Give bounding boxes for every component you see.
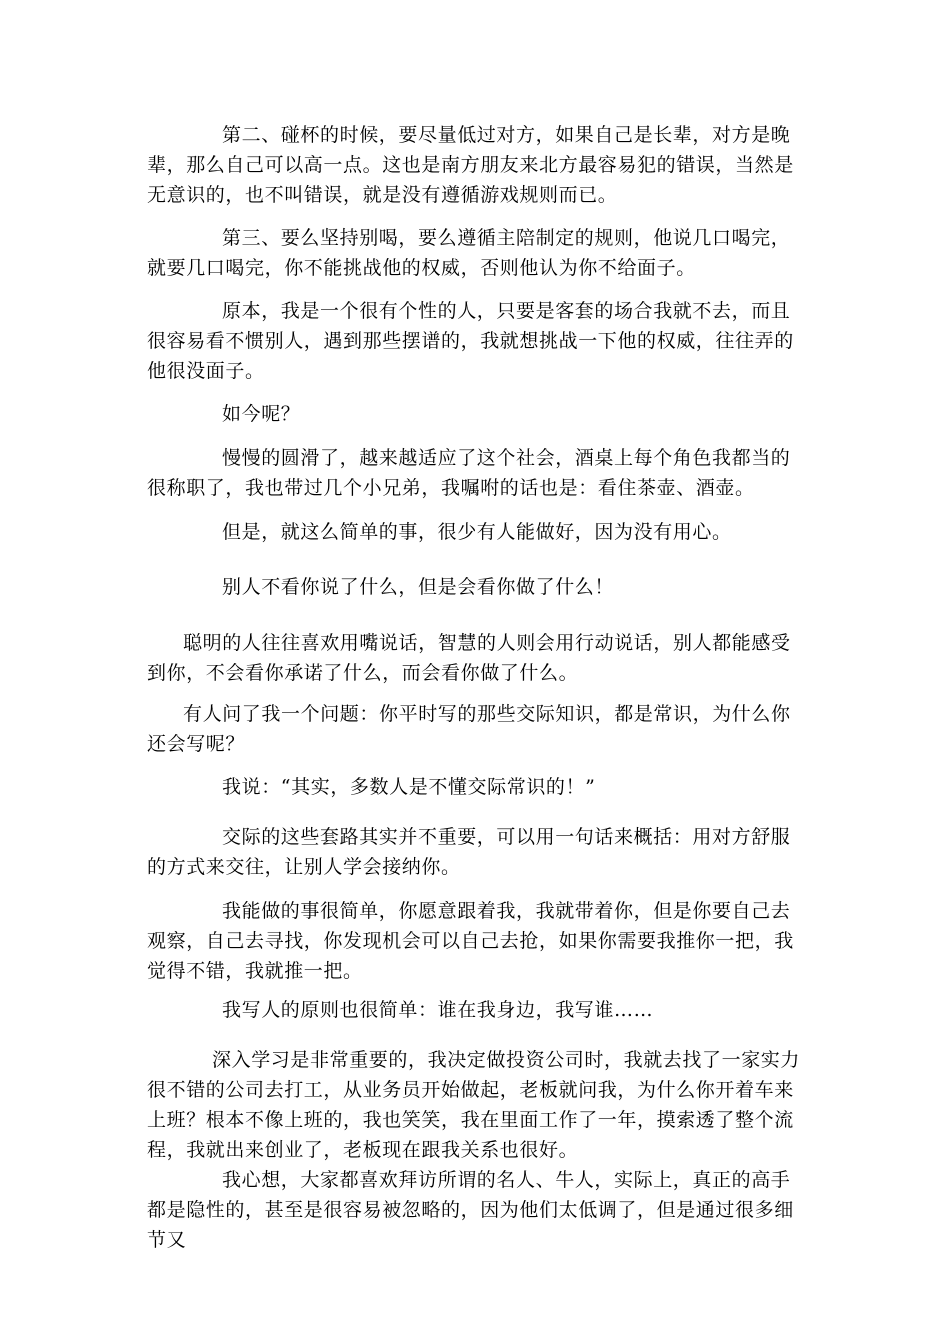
- paragraph-writing-principle: 我写人的原则也很简单：谁在我身边，我写谁……: [222, 999, 654, 1021]
- paragraph-social-routines: 交际的这些套路其实并不重要，可以用一句话来概括：用对方舒服的方式来交往，让别人学会接纳你。: [147, 826, 791, 878]
- paragraph-toast-rule-2: 第二、碰杯的时候，要尽量低过对方，如果自己是长辈，对方是晚辈，那么自己可以高一点。这也是南方朋友来北方最容易犯的错误，当然是无意识的，也不叫错误，就是没有遵循游戏规则而已。: [147, 124, 794, 206]
- paragraph-smart-people: 聪明的人往往喜欢用嘴说话，智慧的人则会用行动说话，别人都能感受到你，不会看你承诺了什么，而会看你做了什么。: [147, 632, 791, 684]
- paragraph-adapted: 慢慢的圆滑了，越来越适应了这个社会，酒桌上每个角色我都当的很称职了，我也带过几个小兄弟，我嘱咐的话也是：看住茶壶、酒壶。: [147, 447, 791, 499]
- paragraph-i-said: 我说：“其实，多数人是不懂交际常识的！”: [222, 776, 596, 798]
- paragraph-what-you-do: 别人不看你说了什么，但是会看你做了什么！: [222, 576, 615, 598]
- paragraph-hidden-masters: 我心想，大家都喜欢拜访所谓的名人、牛人，实际上，真正的高手都是隐性的，甚至是很容易被忽略的，因为他们太低调了，但是通过很多细节又: [147, 1169, 794, 1251]
- paragraph-simple-things: 但是，就这么简单的事，很少有人能做好，因为没有用心。: [222, 521, 732, 543]
- paragraph-deep-learning: 深入学习是非常重要的，我决定做投资公司时，我就去找了一家实力很不错的公司去打工，从业务员开始做起，老板就问我，为什么你开着车来上班？根本不像上班的，我也笑笑，我在里面工作了一年，摸索透了整个流程，我就出来创业了，老板现在跟我关系也很好。: [147, 1049, 801, 1161]
- paragraph-toast-rule-3: 第三、要么坚持别喝，要么遵循主陪制定的规则，他说几口喝完，就要几口喝完，你不能挑战他的权威，否则他认为你不给面子。: [147, 227, 791, 279]
- paragraph-question: 如今呢？: [222, 403, 301, 425]
- paragraph-someone-asked: 有人问了我一个问题：你平时写的那些交际知识，都是常识，为什么你还会写呢？: [147, 703, 791, 755]
- paragraph-personality: 原本，我是一个很有个性的人，只要是客套的场合我就不去，而且很容易看不惯别人，遇到那些摆谱的，我就想挑战一下他的权威，往往弄的他很没面子。: [147, 300, 794, 382]
- paragraph-what-i-can-do: 我能做的事很简单，你愿意跟着我，我就带着你，但是你要自己去观察，自己去寻找，你发现机会可以自己去抢，如果你需要我推你一把，我觉得不错，我就推一把。: [147, 900, 794, 982]
